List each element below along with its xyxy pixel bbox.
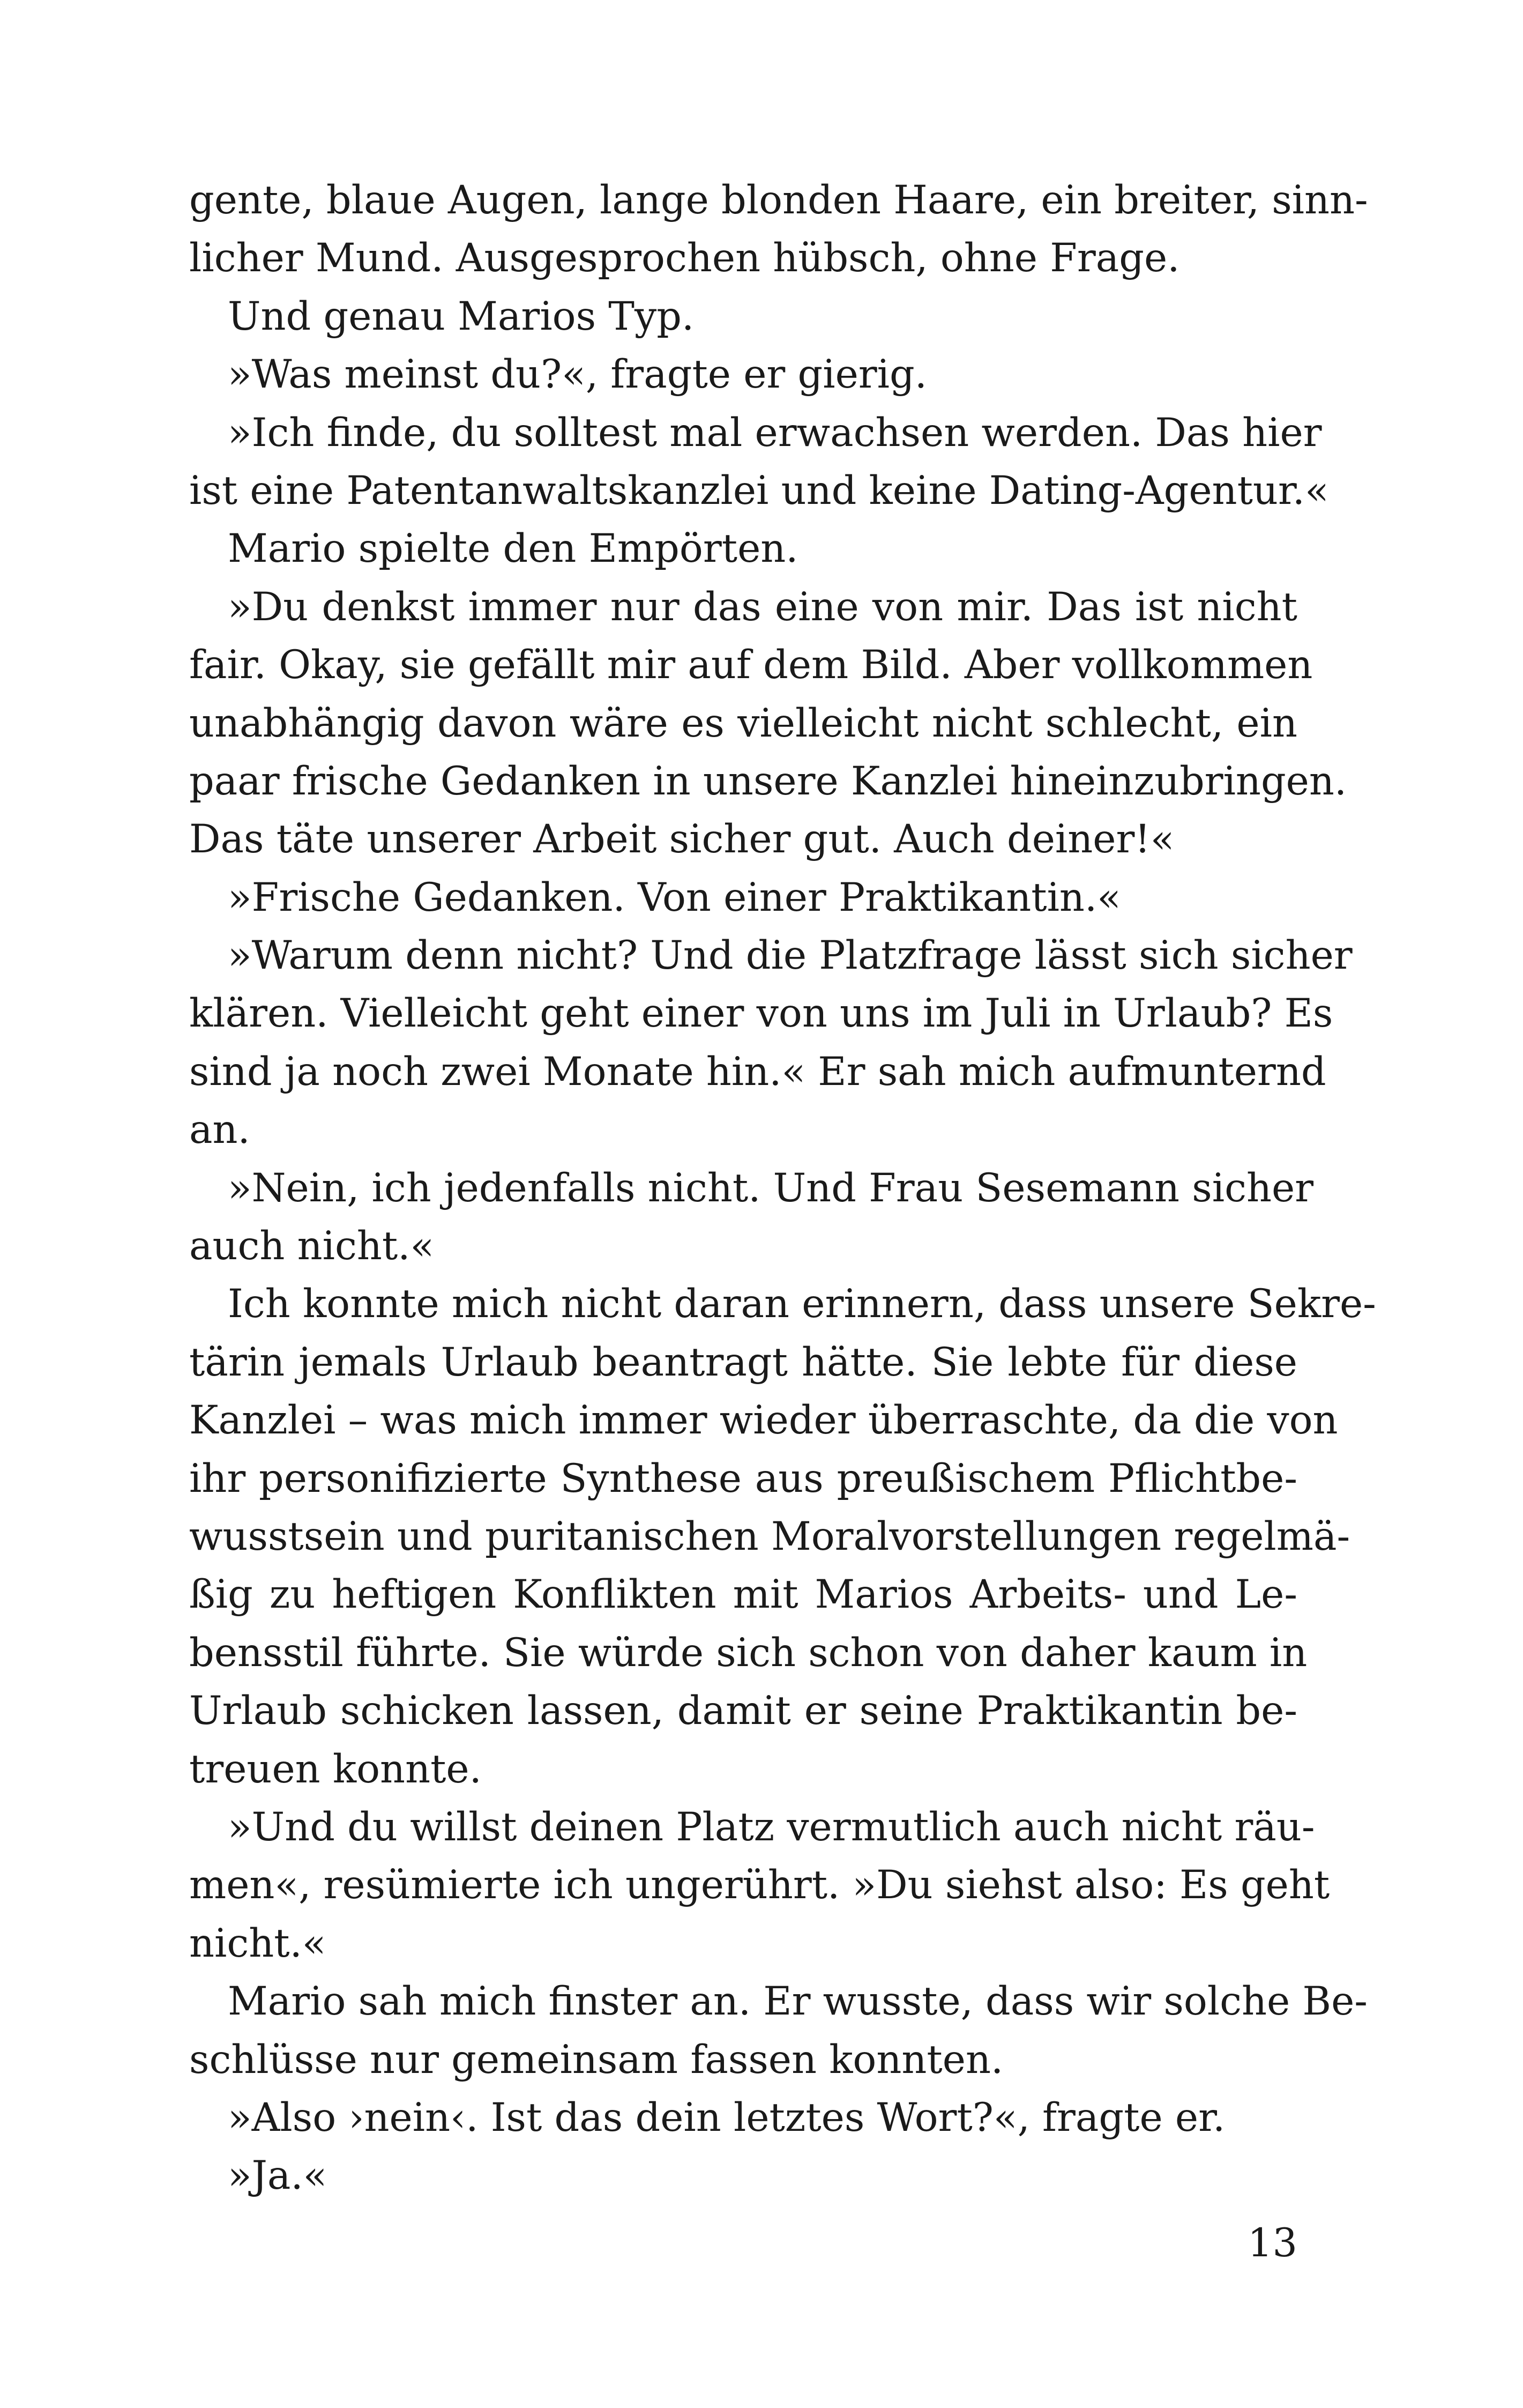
text-line: schlüsse nur gemeinsam fassen konnten.: [189, 2037, 1004, 2083]
text-line: Urlaub schicken lassen, damit er seine Praktikantin be-: [189, 1688, 1297, 1734]
text-line: »Du denkst immer nur das eine von mir. Das ist nicht: [228, 584, 1297, 630]
text-line: »Warum denn nicht? Und die Platzfrage lässt sich sicher: [228, 933, 1353, 979]
text-line: nicht.«: [189, 1920, 326, 1966]
text-line: treuen konnte.: [189, 1746, 482, 1792]
text-line: »Frische Gedanken. Von einer Praktikantin.«: [228, 874, 1121, 920]
text-line: fair. Okay, sie gefällt mir auf dem Bild. Aber vollkommen: [189, 642, 1313, 688]
text-line: men«, resümierte ich ungerührt. »Du siehst also: Es geht: [189, 1862, 1330, 1908]
text-line: Mario spielte den Empörten.: [228, 526, 798, 572]
text-line: tärin jemals Urlaub beantragt hätte. Sie lebte für diese: [189, 1339, 1297, 1385]
text-line: bensstil führte. Sie würde sich schon von daher kaum in: [189, 1630, 1308, 1676]
text-line: wusstsein und puritanischen Moralvorstellungen regelmä-: [189, 1513, 1350, 1559]
text-line: unabhängig davon wäre es vielleicht nicht schlecht, ein: [189, 700, 1297, 746]
text-line: »Was meinst du?«, fragte er gierig.: [228, 352, 927, 398]
text-line: licher Mund. Ausgesprochen hübsch, ohne Frage.: [189, 235, 1180, 281]
text-line: »Ja.«: [228, 2153, 327, 2199]
text-line: »Und du willst deinen Platz vermutlich auch nicht räu-: [228, 1804, 1315, 1850]
text-line: paar frische Gedanken in unsere Kanzlei hineinzubringen.: [189, 758, 1347, 804]
text-line: »Also ›nein‹. Ist das dein letztes Wort?«, fragte er.: [228, 2094, 1226, 2141]
text-line: auch nicht.«: [189, 1223, 435, 1269]
text-line: ist eine Patentanwaltskanzlei und keine Dating-Agentur.«: [189, 467, 1329, 514]
text-line: gente, blaue Augen, lange blonden Haare, ein breiter, sinn-: [189, 177, 1368, 223]
book-page-body: [189, 172, 1376, 2205]
text-line: Kanzlei – was mich immer wieder überraschte, da die von: [189, 1398, 1338, 1444]
text-line: sind ja noch zwei Monate hin.« Er sah mich aufmunternd: [189, 1049, 1326, 1095]
text-line: »Ich finde, du solltest mal erwachsen werden. Das hier: [228, 410, 1322, 456]
text-line: klären. Vielleicht geht einer von uns im Juli in Urlaub? Es: [189, 991, 1333, 1037]
text-line: ßig zu heftigen Konflikten mit Marios Arbeits- und Le-: [189, 1572, 1297, 1618]
page-number: 13: [1248, 2220, 1297, 2266]
text-line: an.: [189, 1107, 250, 1153]
text-line: »Nein, ich jedenfalls nicht. Und Frau Sesemann sicher: [228, 1165, 1314, 1211]
text-line: ihr personifizierte Synthese aus preußischem Pflichtbe-: [189, 1455, 1297, 1502]
text-line: Ich konnte mich nicht daran erinnern, dass unsere Sekre-: [228, 1281, 1376, 1327]
text-line: Das täte unserer Arbeit sicher gut. Auch deiner!«: [189, 816, 1175, 863]
text-line: Und genau Marios Typ.: [228, 293, 695, 339]
text-line: Mario sah mich finster an. Er wusste, dass wir solche Be-: [228, 1979, 1368, 2025]
